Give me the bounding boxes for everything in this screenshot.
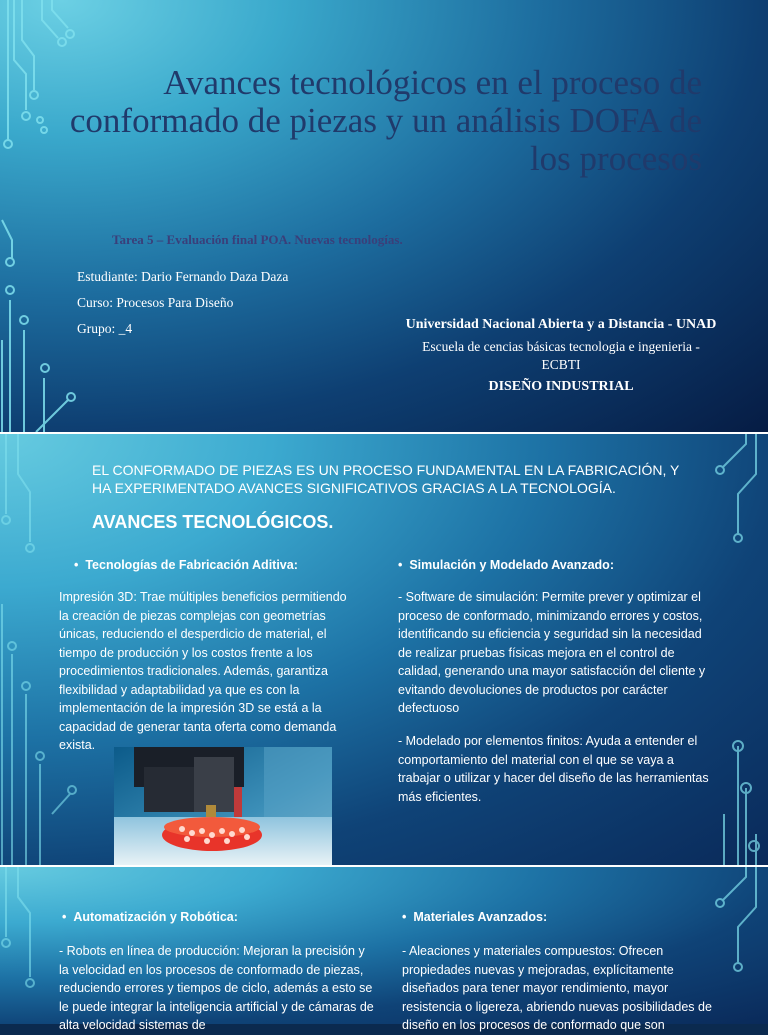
alloys-composites-text: - Aleaciones y materiales compuestos: Ofrecen propiedades nuevas y mejoradas, explícitamente diseñados para tener mayor rendimiento, mayor resistencia o ligereza, abriendo nuevas posibilidades de diseño en los procesos de conformado que son (402, 944, 712, 1032)
intro-text: EL CONFORMADO DE PIEZAS ES UN PROCESO FUNDAMENTAL EN LA FABRICACIÓN, Y HA EXPERIMENTADO AVANCES SIGNIFICATIVOS GRACIAS A LA TECNOLOGÍA. (92, 462, 680, 496)
course-name: Curso: Procesos Para Diseño (77, 295, 234, 310)
circuit-decoration-left (0, 867, 60, 1024)
bullet-simulation-modeling (398, 558, 614, 572)
bullet-icon: • (398, 558, 410, 572)
university-name: Universidad Nacional Abierta y a Distancia - UNAD (405, 317, 717, 332)
finite-element-text: - Modelado por elementos finitos: Ayuda a entender el comportamiento del material con el que se vaya a trabajar o utilizar y hacer del diseño de las herramientas más eficientes. (398, 734, 709, 804)
program-name: DISEÑO INDUSTRIAL (488, 379, 634, 394)
title-slide (0, 0, 768, 432)
bullet-label: Simulación y Modelado Avanzado: (409, 558, 614, 572)
bullet-icon: • (62, 910, 74, 924)
3d-printing-photo (114, 747, 332, 865)
bullet-icon: • (402, 910, 414, 924)
bullet-icon: • (74, 558, 86, 572)
school-name: Escuela de cencias básicas tecnologia e ingenieria - ECBTI (422, 339, 700, 372)
bullet-label: Materiales Avanzados: (413, 910, 548, 924)
bullet-label: Tecnologías de Fabricación Aditiva: (85, 558, 298, 572)
content-slide-2 (0, 867, 768, 1032)
bullet-label: Automatización y Robótica: (73, 910, 238, 924)
additive-manufacturing-text: Impresión 3D: Trae múltiples beneficios permitiendo la creación de piezas complejas con geometrías únicas, reduciendo el desperdicio de material, el tiempo de producción y los costos frente a los procedimientos tradicionales. Además, garantiza flexibilidad y adaptabilidad ya que es con la implementación de la impresión 3D se está a la capacidad de generar tanta oferta como demanda exista. (59, 590, 347, 752)
section-heading: AVANCES TECNOLÓGICOS. (92, 512, 334, 532)
robots-production-text: - Robots en línea de producción: Mejoran la precisión y la velocidad en los procesos de conformado de piezas, reduciendo errores y tiempos de ciclo, además a esto se le puede integrar la inteligencia artificial y de cámaras de alta velocidad sistemas de (59, 944, 374, 1032)
slide-subtitle: Tarea 5 – Evaluación final POA. Nuevas tecnologías. (112, 232, 403, 247)
bullet-additive-manufacturing (74, 558, 298, 572)
student-name: Estudiante: Dario Fernando Daza Daza (77, 269, 289, 284)
bullet-automation-robotics (62, 910, 238, 924)
3d-printer-image (114, 747, 332, 865)
content-slide-1 (0, 434, 768, 865)
group-number: Grupo: _4 (77, 321, 133, 336)
slide-title: Avances tecnológicos en el proceso de conformado de piezas y un análisis DOFA de los procesos (69, 63, 702, 178)
simulation-software-text: - Software de simulación: Permite prever y optimizar el proceso de conformado, minimizando errores y costos, identificando su eficiencia y seguridad sin la necesidad de realizar pruebas físicas mejora en el control de calidad, generando una mayor satisfacción del cliente y evitando devoluciones de productos por carácter defectuoso (398, 590, 706, 715)
bullet-advanced-materials (402, 910, 547, 924)
